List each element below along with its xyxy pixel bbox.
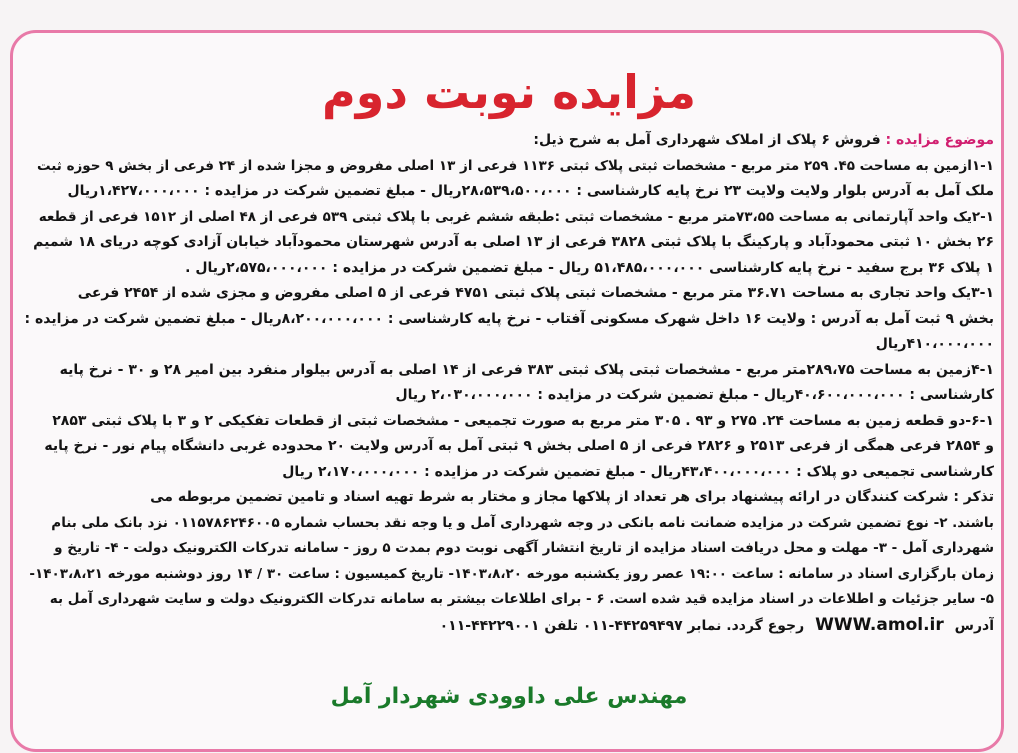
- text-line: ۴-۱زمین به مساحت ۲۸۹،۷۵متر مربع - مشخصات ثبتی پلاک ثبتی ۳۸۳ فرعی از ۱۴ اصلی به آدرس بیلوار منفرد بین امیر ۲۸ و ۳۰ - نرخ پایه: [59, 361, 994, 378]
- contact-line: [24, 613, 994, 639]
- text-line: تذکر : شرکت کنندگان در ارائه پیشنهاد برای هر تعداد از پلاکها مجاز و مختار به شرط تهیه اسناد و تامین تضمین مربوطه می: [150, 489, 994, 505]
- subject-text: فروش ۶ پلاک از املاک شهرداری آمل به شرح ذیل:: [533, 132, 881, 148]
- address-prefix: آدرس: [954, 617, 994, 634]
- website-link[interactable]: WWW.amol.ir: [815, 614, 944, 635]
- text-line: کارشناسی تجمیعی دو پلاک : ۴۳،۴۰۰،۰۰۰،۰۰۰ریال - مبلغ تضمین شرکت در مزایده : ۲،۱۷۰،۰۰۰،۰۰۰ ریال: [282, 463, 994, 480]
- text-line: و ۲۸۵۴ فرعی همگی از فرعی ۲۵۱۳ و ۲۸۲۶ فرعی از ۵ اصلی بخش ۹ ثبتی آمل به آدرس ولایت ۲۰ محدوده غربی دانشگاه پیام نور - نرخ پایه: [44, 438, 994, 454]
- subject-label: موضوع مزایده :: [885, 132, 994, 148]
- text-line: ۶-۱-دو قطعه زمین به مساحت ۲۴. ۲۷۵ و ۹۳ . ۳۰۵ متر مربع به صورت تجمیعی - مشخصات ثبتی از قطعات تفکیکی ۲ و ۳ با پلاک ثبتی ۲۸۵۳: [52, 412, 994, 429]
- text-line: ۳-۱یک واحد تجاری به مساحت ۳۶.۷۱ متر مربع - مشخصات ثبتی پلاک ثبتی ۴۷۵۱ فرعی از ۵ اصلی مفروض و مجزی شده از ۲۴۵۴ فرعی: [77, 285, 994, 301]
- text-line: ۲۶ بخش ۱۰ ثبتی محمودآباد و پارکینگ با پلاک ثبتی ۳۸۲۸ فرعی از ۱۳ اصلی به آدرس شهرستان محمودآباد خیابان آزادی کوچه دریای ۱۸ شمیم: [33, 234, 994, 250]
- text-line: زمان بارگزاری اسناد در سامانه : ساعت ۱۹:۰۰ عصر روز یکشنبه مورخه ۱۴۰۳،۸،۲۰- تاریخ کمیسیون : ساعت ۳۰ / ۱۴ روز دوشنبه مورخه ۱۴۰۳،۸،۲۱-: [29, 565, 994, 582]
- text-line: کارشناسی : ۴۰،۶۰۰،۰۰۰،۰۰۰ریال - مبلغ تضمین شرکت در مزایده : ۲،۰۳۰،۰۰۰،۰۰۰ ریال: [395, 387, 994, 403]
- text-line: ملک آمل به آدرس بلوار ولایت ولایت ۲۳ نرخ پایه کارشناسی : ۲۸،۵۳۹،۵۰۰،۰۰۰ریال - مبلغ تضمین شرکت در مزایده : ۱،۴۲۷،۰۰۰،۰۰۰ریال: [67, 183, 994, 199]
- text-line: ۲-۱یک واحد آپارتمانی به مساحت ۷۳،۵۵متر مربع - مشخصات ثبتی :طبقه ششم غربی با پلاک ثبتی ۵۳۹ فرعی از ۴۸ اصلی از ۱۵۱۲ فرعی از قطعه: [38, 208, 994, 225]
- text-line: ۴۱۰،۰۰۰،۰۰۰ریال: [875, 336, 994, 352]
- subject-line: [24, 128, 994, 154]
- text-line: باشند. ۲- نوع تضمین شرکت در مزایده ضمانت نامه بانکی در وجه شهرداری آمل و یا وجه نقد بحساب شماره ۰۱۱۵۷۸۶۲۴۶۰۰۵ نزد بانک ملی بنام: [51, 514, 994, 531]
- contact-numbers: رجوع گردد. نمابر ۴۴۲۵۹۴۹۷-۰۱۱ تلفن ۴۴۲۲۹۰۰۱-۰۱۱: [439, 617, 805, 634]
- signature: مهندس علی داوودی شهردار آمل: [330, 684, 688, 709]
- text-line: شهرداری آمل - ۳- مهلت و محل دریافت اسناد مزایده از تاریخ انتشار آگهی نوبت دوم بمدت ۵ روز - سامانه تدرکات الکترونیک دولت - ۴- تاریخ و: [54, 540, 994, 556]
- text-line: بخش ۹ ثبت آمل به آدرس : ولایت ۱۶ داخل شهرک مسکونی آفتاب - نرخ پایه کارشناسی : ۸،۲۰۰،۰۰۰،۰۰۰ریال - مبلغ تضمین شرکت در مزایده :: [24, 310, 994, 327]
- text-line: ۱ پلاک ۳۶ برج سفید - نرخ پایه کارشناسی ۵۱،۴۸۵،۰۰۰،۰۰۰ ریال - مبلغ تضمین شرکت در مزایده : ۲،۵۷۵،۰۰۰،۰۰۰ریال .: [185, 259, 994, 276]
- notice-title: مزایده نوبت دوم: [322, 65, 696, 119]
- text-line: ۱-۱ازمین به مساحت ۴۵. ۲۵۹ متر مربع - مشخصات ثبتی پلاک ثبتی ۱۱۳۶ فرعی از ۱۳ اصلی مفروض و مجزا شده از ۲۴ فرعی از بخش ۹ حوزه ثبت: [37, 157, 994, 174]
- text-line: ۵- سایر جزئیات و اطلاعات در اسناد مزایده قید شده است. ۶ - برای اطلاعات بیشتر به سامانه تدرکات الکترونیک دولت و سایت شهرداری آمل به: [49, 591, 994, 607]
- notice-body: [24, 128, 994, 638]
